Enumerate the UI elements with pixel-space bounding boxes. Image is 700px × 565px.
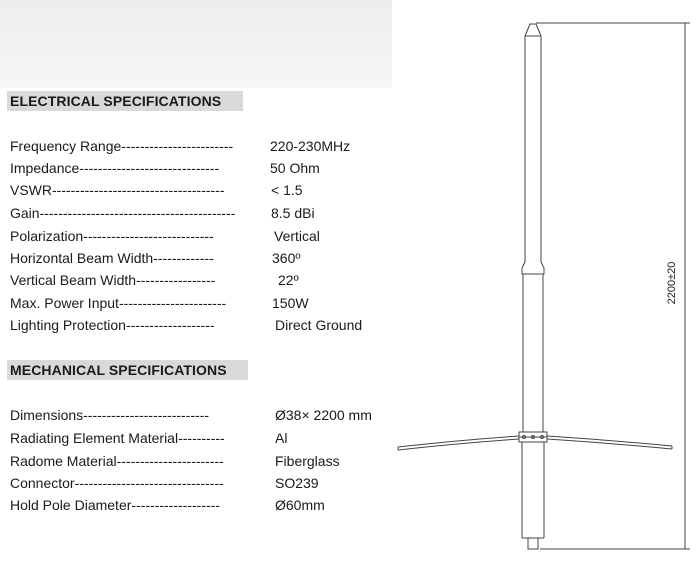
spec-value: 50 Ohm bbox=[270, 160, 320, 176]
radome-joint bbox=[522, 262, 544, 274]
spec-value: Ø38× 2200 mm bbox=[275, 407, 372, 423]
spec-value: Al bbox=[275, 430, 288, 446]
spec-label: Hold Pole Diameter------------------- bbox=[10, 497, 220, 513]
spec-value: Vertical bbox=[274, 228, 320, 244]
spec-value: < 1.5 bbox=[271, 182, 303, 198]
spec-value: Fiberglass bbox=[275, 453, 340, 469]
spec-label: Connector-------------------------------- bbox=[10, 475, 224, 491]
spec-value: Ø60mm bbox=[275, 497, 325, 513]
spec-value: 8.5 dBi bbox=[271, 205, 315, 221]
dimension-label: 2200±20 bbox=[666, 261, 678, 305]
radome-lower bbox=[523, 274, 543, 432]
spec-label: Horizontal Beam Width------------- bbox=[10, 250, 214, 266]
spec-label: Vertical Beam Width----------------- bbox=[10, 272, 216, 288]
spec-value: 360º bbox=[272, 250, 301, 266]
spec-value: 150W bbox=[272, 295, 309, 311]
ground-plane-hub bbox=[519, 432, 547, 442]
spec-value: 220-230MHz bbox=[270, 138, 351, 154]
spec-label: Radome Material----------------------- bbox=[10, 453, 224, 469]
spec-label: Radiating Element Material---------- bbox=[10, 430, 225, 446]
radome-upper bbox=[525, 24, 541, 262]
connector bbox=[528, 538, 538, 549]
mounting-tube bbox=[522, 442, 544, 538]
ground-radial-left bbox=[398, 436, 519, 450]
spec-label: Polarization---------------------------- bbox=[10, 228, 214, 244]
spec-label: Max. Power Input----------------------- bbox=[10, 295, 227, 311]
spec-value: SO239 bbox=[275, 475, 319, 491]
spec-value: Direct Ground bbox=[275, 317, 363, 333]
spec-label: Dimensions--------------------------- bbox=[10, 407, 210, 423]
electrical-specs-header: ELECTRICAL SPECIFICATIONS bbox=[7, 91, 243, 111]
spec-label: Frequency Range------------------------ bbox=[10, 138, 234, 154]
mechanical-specs-header: MECHANICAL SPECIFICATIONS bbox=[7, 360, 248, 380]
spec-value: 22º bbox=[278, 272, 299, 288]
ground-radial-right bbox=[547, 436, 672, 449]
spec-label: Lighting Protection------------------- bbox=[10, 317, 215, 333]
spec-label: Gain------------------------------------------ bbox=[10, 205, 236, 221]
spec-label: Impedance------------------------------ bbox=[10, 160, 220, 176]
spec-label: VSWR------------------------------------- bbox=[10, 182, 225, 198]
